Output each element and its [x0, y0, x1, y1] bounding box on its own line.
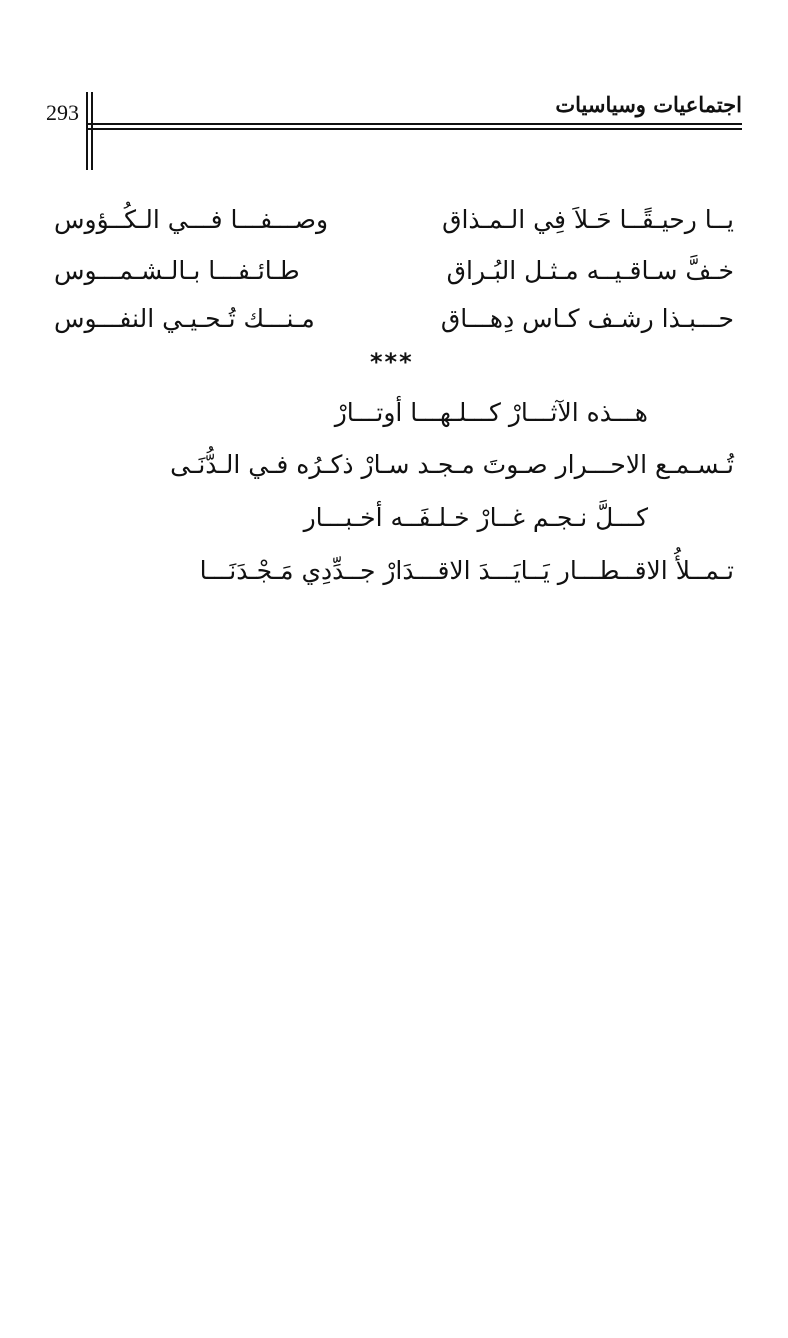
- verse-line: كـــلَّ نـجـم غــارْ خـلـفَــه أخـبـــار: [303, 503, 648, 532]
- verse-line: تُـسـمـع الاحـــرار صـوتَ مـجـد سـارْ ذكـرُه فـي الـدُّنَـى: [170, 450, 734, 479]
- verse-line-right: حـــبـذا رشـف كـاس دِهـــاق: [440, 304, 734, 333]
- verse-line-right: يــا رحيـقًــا حَـلاَ فِي الـمـذاق: [442, 205, 734, 234]
- verse-line-left: مـنـــك تُـحـيـي النفـــوس: [54, 304, 315, 333]
- verse-line-left: طـائـفـــا بـالـشـمـــوس: [54, 256, 300, 285]
- running-title: اجتماعيات وسياسيات: [555, 92, 742, 117]
- verse-line-left: وصـــفـــا فـــي الـكُــؤوس: [54, 205, 329, 234]
- page-number: 293: [46, 100, 79, 125]
- stanza-separator: ***: [370, 348, 414, 376]
- verse-line: تـمــلأُ الاقــطـــار يَــايَـــدَ الاقـــدَارْ جــدِّدِي مَـجْـدَنَـــا: [199, 556, 734, 585]
- verse-line: هـــذه الآثـــارْ كـــلـهـــا أوتـــارْ: [334, 398, 648, 427]
- verse-line-right: خـفَّ سـاقـيــه مـثـل البُـراق: [446, 256, 734, 285]
